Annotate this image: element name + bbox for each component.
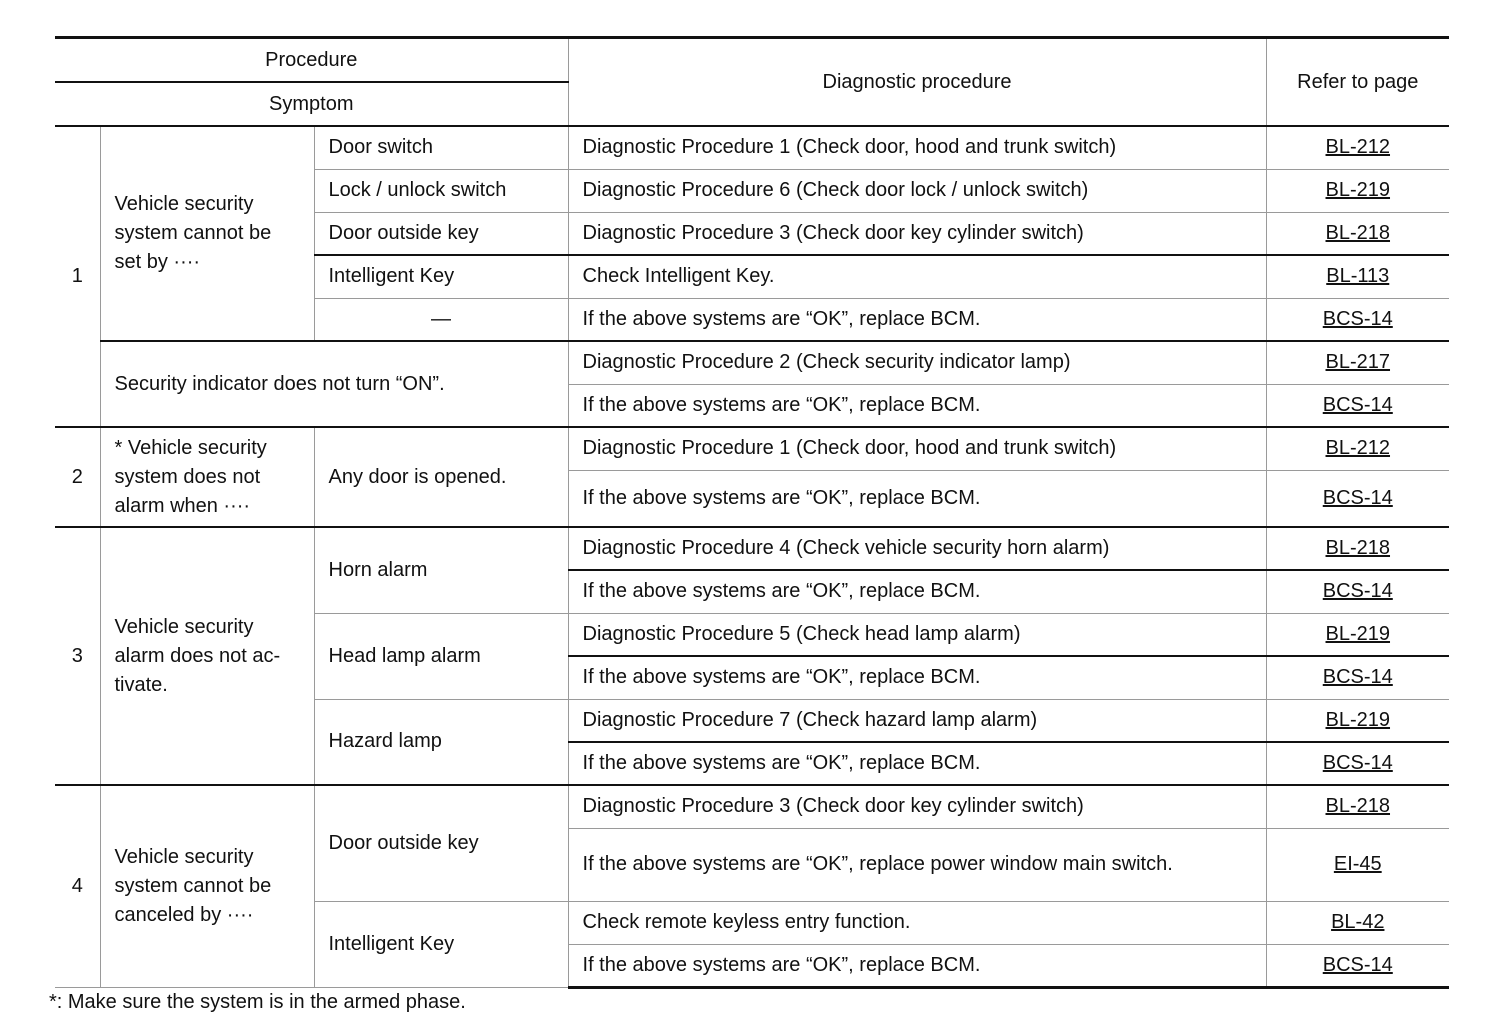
diagnostic-cell: Diagnostic Procedure 7 (Check hazard lamp alarm) [568, 699, 1266, 742]
sub-symptom-cell: Intelligent Key [314, 255, 568, 298]
refer-page-cell [1266, 944, 1449, 987]
sub-symptom-cell: Horn alarm [314, 527, 568, 613]
header-refer-to-page: Refer to page [1266, 38, 1449, 127]
refer-page-cell [1266, 699, 1449, 742]
symptom-cell: Vehicle security alarm does not ac-tivate. [100, 527, 314, 785]
diagnostic-cell: Check remote keyless entry function. [568, 901, 1266, 944]
page-link[interactable]: BCS-14 [1322, 752, 1393, 774]
group-number: 2 [55, 427, 100, 527]
sub-symptom-cell: Door switch [314, 126, 568, 169]
diagnostic-table [55, 36, 1449, 989]
sub-symptom-cell: Hazard lamp [314, 699, 568, 785]
diagnostic-cell: Diagnostic Procedure 6 (Check door lock / unlock switch) [568, 169, 1266, 212]
refer-page-cell [1266, 341, 1449, 384]
diagnostic-cell: Diagnostic Procedure 1 (Check door, hood and trunk switch) [568, 427, 1266, 470]
page-link[interactable]: BL-219 [1325, 179, 1391, 201]
page-link[interactable]: BL-218 [1325, 795, 1391, 818]
page-link[interactable]: EI-45 [1333, 853, 1382, 875]
refer-page-cell [1266, 126, 1449, 169]
symptom-cell: Vehicle security system cannot be canceled by ···· [100, 785, 314, 987]
page-link[interactable]: BCS-14 [1322, 307, 1393, 330]
diagnostic-cell: If the above systems are “OK”, replace BCM. [568, 384, 1266, 427]
diagnostic-cell: If the above systems are “OK”, replace BCM. [568, 742, 1266, 785]
page-link[interactable]: BCS-14 [1322, 580, 1393, 603]
diagnostic-cell: Diagnostic Procedure 3 (Check door key cylinder switch) [568, 212, 1266, 255]
header-diagnostic-procedure: Diagnostic procedure [568, 38, 1266, 127]
footnote: *: Make sure the system is in the armed phase. [49, 991, 466, 1013]
refer-page-cell [1266, 570, 1449, 613]
header-procedure: Procedure [55, 38, 568, 83]
diagnostic-cell: If the above systems are “OK”, replace BCM. [568, 656, 1266, 699]
sub-symptom-cell: Any door is opened. [314, 427, 568, 527]
sub-symptom-cell: Lock / unlock switch [314, 169, 568, 212]
refer-page-cell [1266, 828, 1449, 901]
refer-page-cell [1266, 384, 1449, 427]
page-link[interactable]: BCS-14 [1322, 393, 1393, 416]
refer-page-cell [1266, 527, 1449, 570]
diagnostic-cell: If the above systems are “OK”, replace BCM. [568, 470, 1266, 527]
refer-page-cell [1266, 255, 1449, 298]
refer-page-cell [1266, 298, 1449, 341]
page-link[interactable]: BCS-14 [1322, 953, 1393, 976]
page-link[interactable]: BL-42 [1331, 911, 1385, 933]
refer-page-cell [1266, 212, 1449, 255]
diagnostic-cell: Diagnostic Procedure 3 (Check door key cylinder switch) [568, 785, 1266, 828]
group-number: 1 [55, 126, 100, 427]
sub-symptom-cell: Head lamp alarm [314, 613, 568, 699]
refer-page-cell [1266, 901, 1449, 944]
diagnostic-cell: If the above systems are “OK”, replace BCM. [568, 298, 1266, 341]
diagnostic-cell: If the above systems are “OK”, replace power window main switch. [568, 828, 1266, 901]
diagnostic-cell: Diagnostic Procedure 1 (Check door, hood and trunk switch) [568, 126, 1266, 169]
refer-page-cell [1266, 785, 1449, 828]
refer-page-cell [1266, 470, 1449, 527]
diagnostic-cell: Diagnostic Procedure 5 (Check head lamp alarm) [568, 613, 1266, 656]
page-link[interactable]: BL-212 [1325, 136, 1391, 159]
sub-symptom-cell: Intelligent Key [314, 901, 568, 987]
diagnostic-cell: Diagnostic Procedure 2 (Check security indicator lamp) [568, 341, 1266, 384]
refer-page-cell [1266, 742, 1449, 785]
diagnostic-cell: If the above systems are “OK”, replace BCM. [568, 944, 1266, 987]
symptom-cell: Security indicator does not turn “ON”. [100, 341, 568, 427]
page-link[interactable]: BL-113 [1326, 265, 1390, 288]
refer-page-cell [1266, 169, 1449, 212]
page-link[interactable]: BL-219 [1325, 708, 1391, 731]
page-link[interactable]: BL-219 [1325, 622, 1391, 645]
diagnostic-cell: Check Intelligent Key. [568, 255, 1266, 298]
sub-symptom-cell: Door outside key [314, 785, 568, 901]
page-link[interactable]: BCS-14 [1322, 486, 1393, 509]
page-link[interactable]: BL-212 [1325, 437, 1391, 460]
refer-page-cell [1266, 427, 1449, 470]
symptom-cell: * Vehicle security system does not alarm when ···· [100, 427, 314, 527]
diagnostic-cell: Diagnostic Procedure 4 (Check vehicle security horn alarm) [568, 527, 1266, 570]
group-number: 3 [55, 527, 100, 785]
refer-page-cell [1266, 613, 1449, 656]
header-symptom: Symptom [55, 82, 568, 126]
page-link[interactable]: BL-218 [1325, 221, 1391, 244]
group-number: 4 [55, 785, 100, 987]
diagnostic-cell: If the above systems are “OK”, replace BCM. [568, 570, 1266, 613]
page-link[interactable]: BL-218 [1325, 537, 1391, 559]
sub-symptom-cell: Door outside key [314, 212, 568, 255]
page-link[interactable]: BCS-14 [1322, 666, 1393, 689]
refer-page-cell [1266, 656, 1449, 699]
sub-symptom-cell: — [314, 298, 568, 341]
page-link[interactable]: BL-217 [1325, 351, 1391, 374]
symptom-cell: Vehicle security system cannot be set by ···· [100, 126, 314, 341]
